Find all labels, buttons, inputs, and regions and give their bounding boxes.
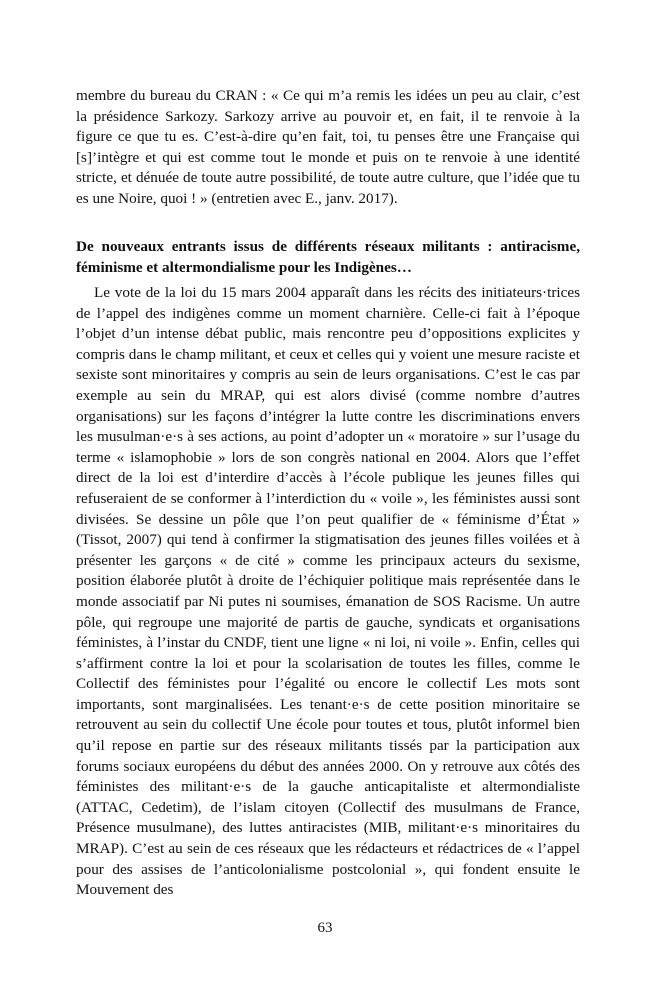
page-number: 63 [317, 920, 333, 936]
body-paragraph: Le vote de la loi du 15 mars 2004 apparaît dans les récits des initiateurs·trices de l’appel des indigènes comme un moment charnière. Celle-ci fait à l’époque l’objet d’un intense débat public, mais rencontre peu d’oppositions explicites y compris dans le champ militant, et ceux et celles qui y voient une mesure raciste et sexiste sont minoritaires y compris au sein de leurs organisations. C’est le cas par exemple au sein du MRAP, qui est alors divisé (comme nombre d’autres organisations) sur les façons d’intégrer la lutte contre les discriminations envers les musulman·e·s à ses actions, au point d’adopter un « moratoire » sur l’usage du terme « islamophobie » lors de son congrès national en 2004. Alors que l’effet direct de la loi est d’interdire d’accès à l’école publique les jeunes filles qui refuseraient de se conformer à l’interdiction du « voile », les féministes aussi sont divisées. Se dessine un pôle que l’on peut qualifier de « féminisme d’État » (Tissot, 2007) qui tend à confirmer la stigmatisation des jeunes filles voilées et à présenter les garçons « de cité » comme les principaux acteurs du sexisme, position élaborée plutôt à droite de l’échiquier politique mais représentée dans le monde associatif par Ni putes ni soumises, émanation de SOS Racisme. Un autre pôle, qui regroupe une majorité de partis de gauche, syndicats et organisations féministes, à l’instar du CNDF, tient une ligne « ni loi, ni voile ». Enfin, celles qui s’affirment contre la loi et pour la scolarisation de toutes les filles, comme le Collectif des féministes pour l’égalité ou encore le collectif Les mots sont importants, sont marginalisées. Les tenant·e·s de cette position minoritaire se retrouvent au sein du collectif Une école pour toutes et tous, plutôt informel bien qu’il repose en partie sur des réseaux militants tissés par la participation aux forums sociaux européens du début des années 2000. On y retrouve aux côtés des féministes des militant·e·s de la gauche anticapitaliste et altermondialiste (ATTAC, Cedetim), de l’islam citoyen (Collectif des musulmans de France, Présence musulmane), des luttes antiracistes (MIB, militant·e·s minoritaires du MRAP). C’est au sein de ces réseaux que les rédacteurs et rédactrices de « l’appel pour des assises de l’anticolonialisme postcolonial », qui fondent ensuite le Mouvement des [76, 284, 580, 899]
section-heading: De nouveaux entrants issus de différents réseaux militants : antiracisme, féminisme et altermondialisme pour les Indigènes… [76, 238, 580, 276]
continued-paragraph: membre du bureau du CRAN : « Ce qui m’a remis les idées un peu au clair, c’est la présidence Sarkozy. Sarkozy arrive au pouvoir et, en fait, il te renvoie à la figure ce que tu es. C’est-à-dire qu’en fait, toi, tu penses être une Française qui [s]’intègre et qui est comme tout le monde et puis on te renvoie à une identité stricte, et dénuée de toute autre possibilité, de toute autre culture, que l’idée que tu es une Noire, quoi ! » (entretien avec E., janv. 2017). [76, 87, 580, 207]
